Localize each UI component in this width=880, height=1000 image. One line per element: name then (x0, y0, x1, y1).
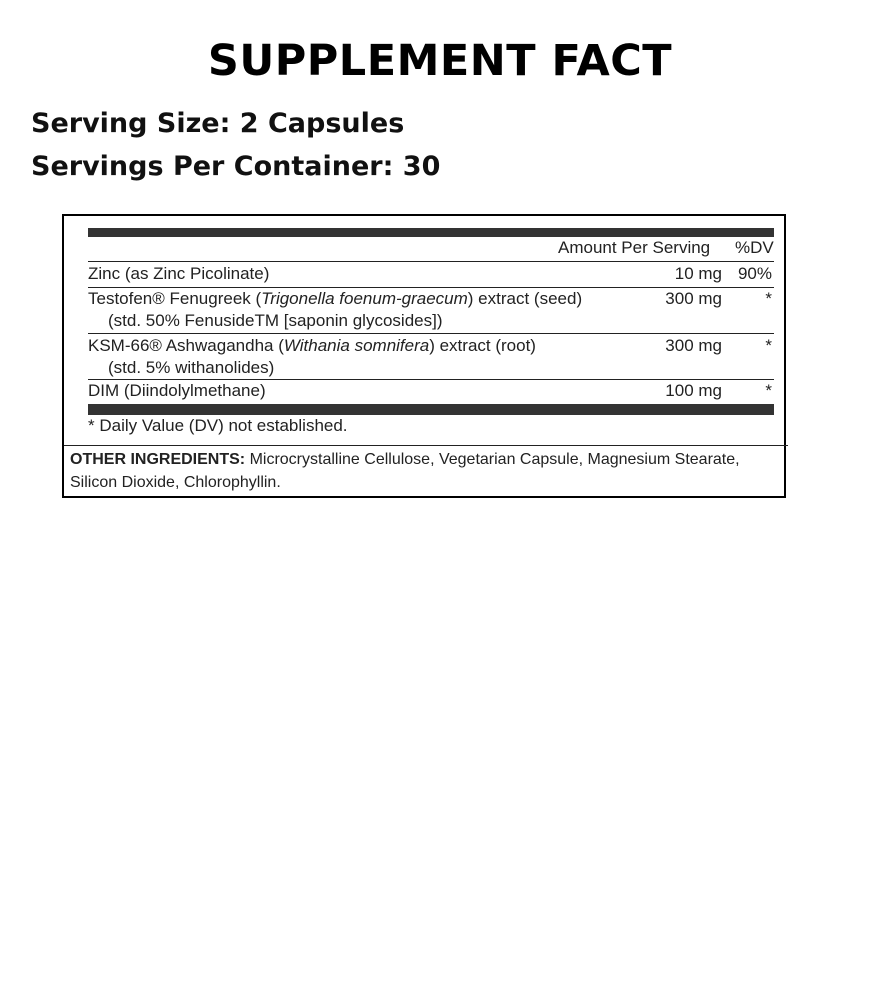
top-divider-bar (88, 228, 774, 237)
ingredient-standardization: (std. 5% withanolides) (108, 358, 275, 377)
ingredient-amount: 300 mg (665, 336, 722, 355)
table-row-zinc (88, 263, 774, 287)
row-divider (88, 333, 774, 334)
table-row-dim (88, 380, 774, 404)
ingredient-dv: 90% (737, 264, 772, 283)
ingredient-name: DIM (Diindolylmethane) (88, 381, 266, 400)
header-daily-value: %DV (735, 238, 774, 257)
supplement-facts-panel (62, 214, 786, 498)
header-amount-per-serving: Amount Per Serving (558, 238, 711, 257)
ingredient-amount: 100 mg (665, 381, 722, 400)
ingredient-name: Zinc (as Zinc Picolinate) (88, 264, 270, 283)
ingredient-dv: * (765, 336, 772, 355)
ingredient-amount: 300 mg (665, 289, 722, 308)
row-divider (88, 261, 774, 262)
ingredient-dv: * (765, 289, 772, 308)
servings-per-container: Servings Per Container: 30 (31, 151, 441, 182)
table-row-ashwagandha (88, 335, 774, 379)
page-title: SUPPLEMENT FACT (207, 36, 673, 86)
other-ingredients-divider (64, 445, 788, 446)
other-ingredients (70, 448, 782, 494)
ingredient-standardization: (std. 50% FenusideTM [saponin glycosides]) (108, 311, 443, 330)
ingredient-dv: * (765, 381, 772, 400)
other-ingredients-text: Microcrystalline Cellulose, Vegetarian Capsule, Magnesium Stearate, Silicon Dioxide, Chlorophyllin. (70, 451, 740, 491)
bottom-divider-bar (88, 404, 774, 415)
table-row-fenugreek (88, 288, 774, 334)
daily-value-footnote: * Daily Value (DV) not established. (88, 416, 348, 435)
other-ingredients-label: OTHER INGREDIENTS: (70, 451, 246, 468)
ingredient-name: Testofen® Fenugreek (Trigonella foenum-graecum) extract (seed) (88, 289, 583, 308)
ingredient-name: KSM-66® Ashwagandha (Withania somnifera) extract (root) (88, 336, 536, 355)
ingredient-amount: 10 mg (674, 264, 722, 283)
serving-size: Serving Size: 2 Capsules (31, 108, 405, 139)
